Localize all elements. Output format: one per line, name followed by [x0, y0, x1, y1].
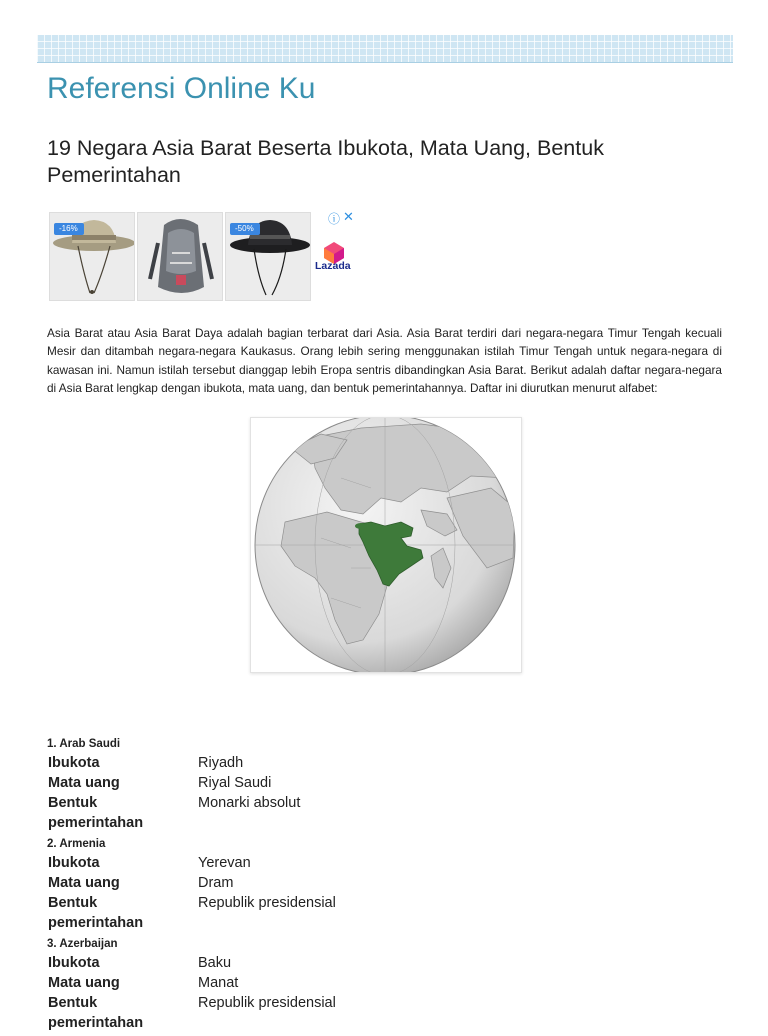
- table-row: [47, 973, 337, 993]
- discount-badge: -16%: [54, 223, 84, 235]
- currency-value: Dram: [198, 875, 234, 891]
- capital-label: Ibukota: [48, 955, 100, 971]
- ad-product-2[interactable]: [137, 212, 223, 301]
- table-row: [47, 953, 337, 973]
- close-icon[interactable]: ✕: [343, 209, 354, 224]
- ad-product-3[interactable]: [225, 212, 311, 301]
- country-heading: 3. Azerbaijan: [47, 938, 118, 950]
- government-label: Bentuk pemerintahan: [48, 795, 144, 831]
- government-label: Bentuk pemerintahan: [48, 995, 144, 1031]
- capital-value: Riyadh: [198, 755, 244, 771]
- ad-product-1[interactable]: [49, 212, 135, 301]
- intro-paragraph: Asia Barat atau Asia Barat Daya adalah bagian terbarat dari Asia. Asia Barat terdiri dari negara-negara Timur Tengah kecuali Mesir dan ditambah negara-negara Kaukasus. Orang lebih sering menggunakan istilah Timur Tengah untuk negara-negara di kawasan ini. Namun istilah tersebut dianggap lebih Eropa sentris dibandingkan Asia Barat. Berikut adalah daftar negara-negara di Asia Barat lengkap dengan ibukota, mata uang, dan bentuk pemerintahannya. Daftar ini diurutkan menurut alfabet:: [47, 326, 722, 396]
- country-list: [47, 736, 447, 1036]
- currency-label: Mata uang: [48, 875, 120, 891]
- discount-badge: -50%: [230, 223, 260, 235]
- table-row: [47, 853, 337, 873]
- government-value: Monarki absolut: [198, 795, 301, 811]
- table-row: [47, 893, 337, 933]
- ad-banner[interactable]: [48, 210, 358, 302]
- country-heading: 2. Armenia: [47, 838, 106, 850]
- globe-map-image: [250, 417, 522, 673]
- table-row: [47, 773, 301, 793]
- table-row: [47, 873, 337, 893]
- country-entry: [47, 936, 447, 1033]
- currency-value: Manat: [198, 975, 239, 991]
- post-title: 19 Negara Asia Barat Beserta Ibukota, Mata Uang, Bentuk Pemerintahan: [47, 136, 604, 187]
- currency-label: Mata uang: [48, 975, 120, 991]
- table-row: [47, 793, 301, 833]
- table-row: [47, 993, 337, 1033]
- table-row: [47, 753, 301, 773]
- globe-west-asia-icon: [251, 418, 521, 672]
- capital-label: Ibukota: [48, 855, 100, 871]
- capital-label: Ibukota: [48, 755, 100, 771]
- currency-value: Riyal Saudi: [198, 775, 272, 791]
- country-info-table: [47, 753, 301, 833]
- government-label: Bentuk pemerintahan: [48, 895, 144, 931]
- currency-label: Mata uang: [48, 775, 120, 791]
- country-heading: 1. Arab Saudi: [47, 738, 121, 750]
- country-info-table: [47, 953, 337, 1033]
- country-entry: [47, 736, 447, 833]
- country-entry: [47, 836, 447, 933]
- header-banner: [37, 35, 733, 63]
- country-info-table: [47, 853, 337, 933]
- ad-info-icon[interactable]: ⓘ: [328, 212, 341, 226]
- government-value: Republik presidensial: [198, 895, 336, 911]
- capital-value: Yerevan: [198, 855, 251, 871]
- site-title[interactable]: Referensi Online Ku: [47, 72, 316, 105]
- ad-brand-label[interactable]: Lazada: [315, 260, 351, 272]
- backpack-grey-icon: [138, 213, 222, 300]
- capital-value: Baku: [198, 955, 232, 971]
- government-value: Republik presidensial: [198, 995, 336, 1011]
